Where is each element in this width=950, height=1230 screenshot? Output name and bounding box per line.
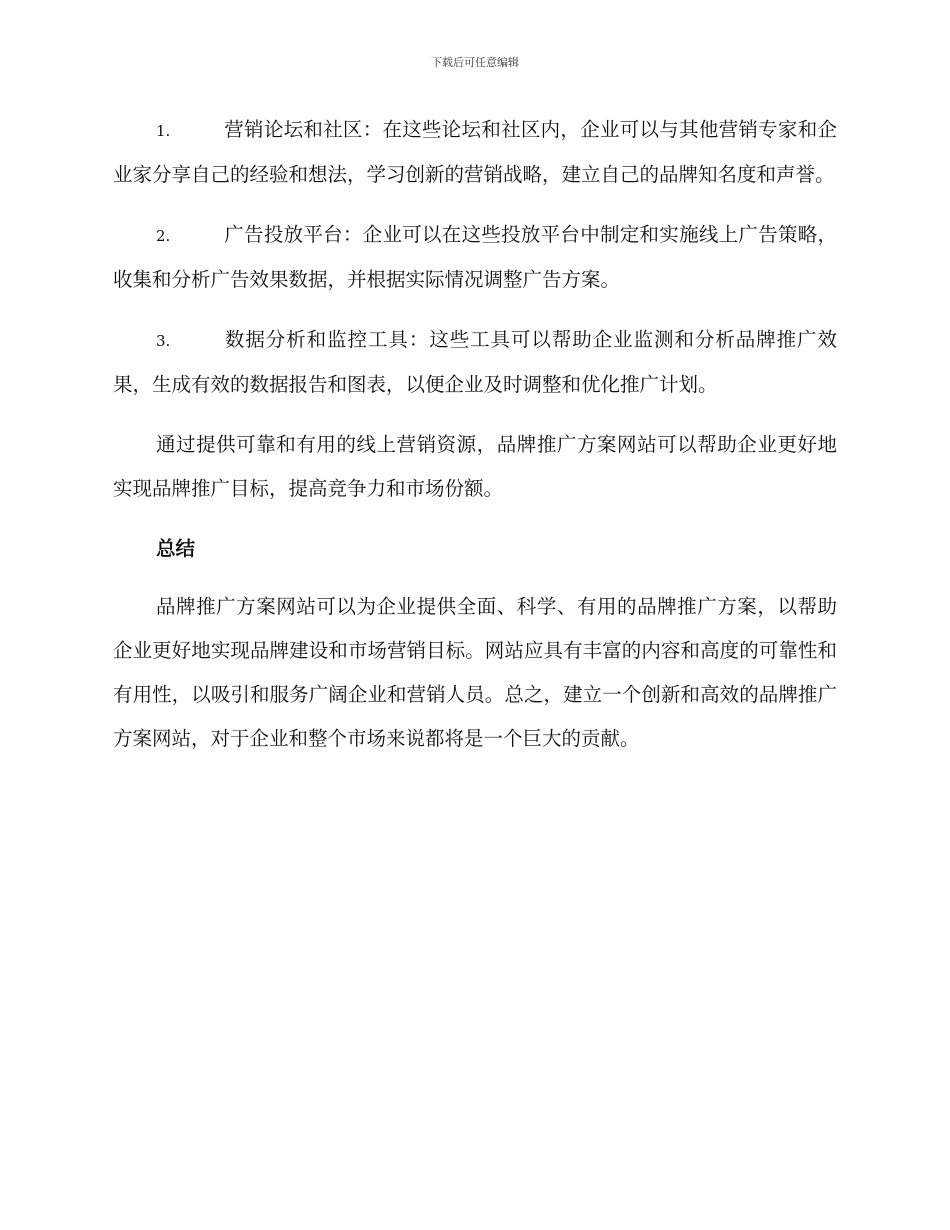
summary-paragraph: 品牌推广方案网站可以为企业提供全面、科学、有用的品牌推广方案，以帮助企业更好地实现品牌建设和市场营销目标。网站应具有丰富的内容和高度的可靠性和有用性，以吸引和服务广阔企业和营销人员。总之，建立一个创新和高效的品牌推广方案网站，对于企业和整个市场来说都将是一个巨大的贡献。: [113, 595, 837, 750]
list-item-1: [113, 108, 837, 197]
list-number: 3.: [156, 332, 171, 350]
section-heading-summary: 总结: [156, 537, 196, 560]
document-body: [113, 108, 837, 777]
list-item-text: 广告投放平台：企业可以在这些投放平台中制定和实施线上广告策略，收集和分析广告效果数据，并根据实际情况调整广告方案。: [113, 223, 837, 291]
list-number: 1.: [156, 122, 171, 140]
list-number: 2.: [156, 227, 171, 245]
body-paragraph: 通过提供可靠和有用的线上营销资源，品牌推广方案网站可以帮助企业更好地实现品牌推广目标，提高竞争力和市场份额。: [113, 433, 837, 500]
page-header: 下载后可任意编辑: [431, 56, 519, 69]
list-item-text: 营销论坛和社区：在这些论坛和社区内，企业可以与其他营销专家和企业家分享自己的经验和想法，学习创新的营销战略，建立自己的品牌知名度和声誉。: [113, 118, 837, 186]
list-item-3: [113, 318, 837, 407]
list-item-text: 数据分析和监控工具：这些工具可以帮助企业监测和分析品牌推广效果，生成有效的数据报告和图表，以便企业及时调整和优化推广计划。: [113, 328, 837, 396]
list-item-2: [113, 213, 837, 302]
